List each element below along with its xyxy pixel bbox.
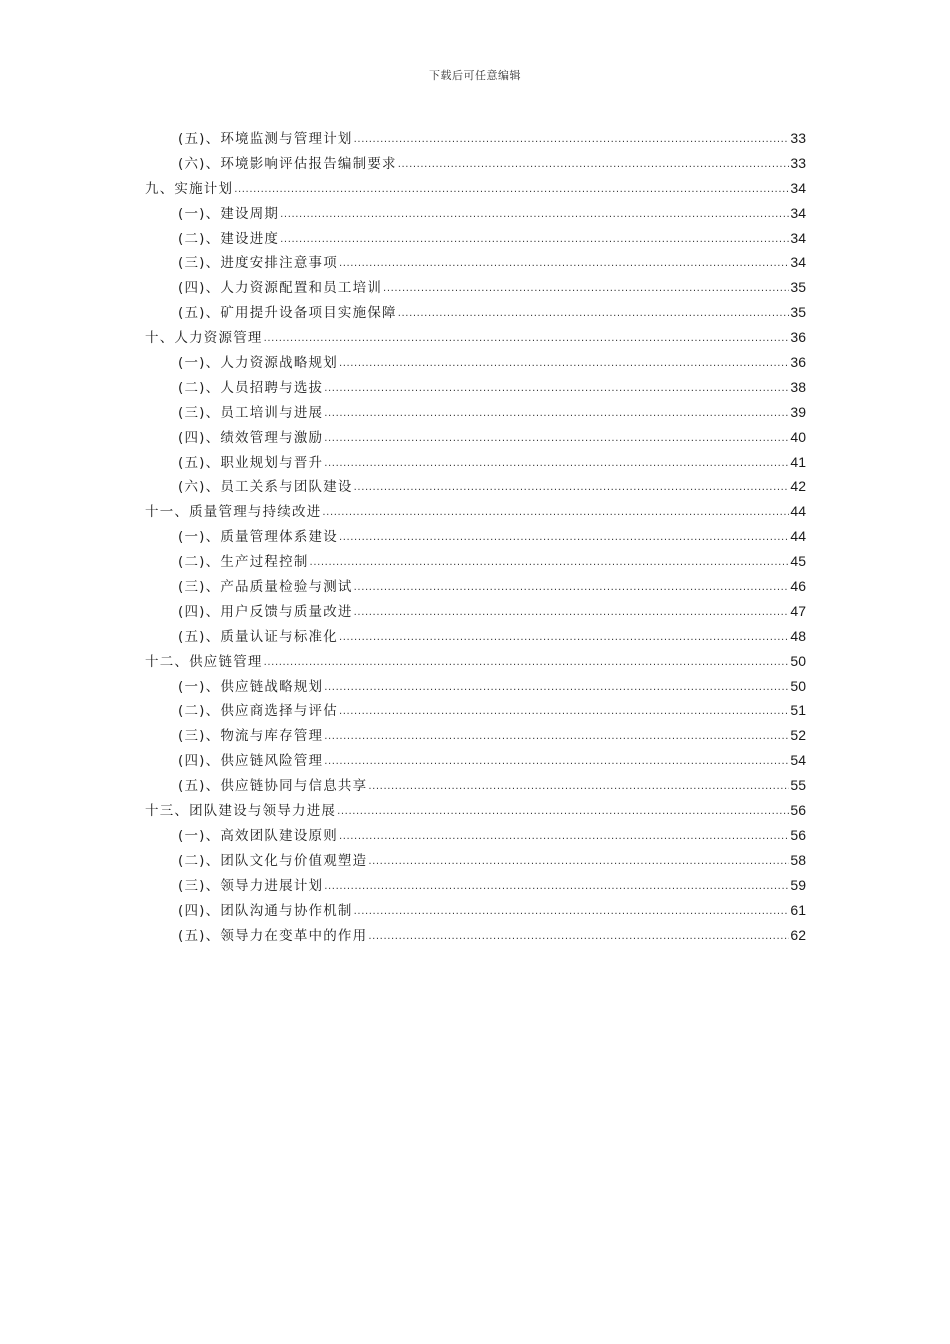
toc-entry-page-number: 48 <box>790 627 806 644</box>
toc-entry-page-number: 62 <box>790 926 806 943</box>
toc-section-entry[interactable] <box>0 151 950 176</box>
toc-section-entry[interactable] <box>0 400 950 425</box>
toc-entry-page-number: 44 <box>790 528 806 545</box>
toc-entry-page-number: 51 <box>790 702 806 719</box>
toc-entry-title: (三)、领导力进展计划 <box>178 877 324 894</box>
toc-dot-leader <box>368 925 789 950</box>
toc-entry-title: (五)、领导力在变革中的作用 <box>178 927 368 944</box>
toc-entry-page-number: 45 <box>790 553 806 570</box>
toc-dot-leader <box>354 601 790 626</box>
toc-entry-page-number: 35 <box>790 304 806 321</box>
toc-entry-page-number: 52 <box>790 727 806 744</box>
toc-section-entry[interactable] <box>0 126 950 151</box>
toc-dot-leader <box>324 676 789 701</box>
toc-section-entry[interactable] <box>0 823 950 848</box>
toc-entry-page-number: 44 <box>790 503 806 520</box>
toc-entry-page-number: 34 <box>790 204 806 221</box>
page-header: 下载后可任意编辑 <box>429 69 521 82</box>
toc-entry-title: (五)、职业规划与晋升 <box>178 454 324 471</box>
toc-entry-title: (三)、进度安排注意事项 <box>178 255 338 272</box>
toc-entry-page-number: 56 <box>790 802 806 819</box>
toc-section-entry[interactable] <box>0 748 950 773</box>
toc-entry-title: (一)、人力资源战略规划 <box>178 355 338 372</box>
toc-entry-page-number: 34 <box>790 179 806 196</box>
toc-entry-page-number: 33 <box>790 130 806 146</box>
toc-dot-leader <box>339 825 789 850</box>
toc-entry-title: (四)、供应链风险管理 <box>178 753 324 770</box>
toc-dot-leader <box>354 476 790 501</box>
toc-entry-title: 十二、供应链管理 <box>145 653 263 670</box>
toc-dot-leader <box>280 203 789 228</box>
toc-entry-page-number: 41 <box>790 453 806 470</box>
toc-dot-leader <box>339 700 789 725</box>
toc-dot-leader <box>234 178 789 203</box>
toc-section-entry[interactable] <box>0 350 950 375</box>
toc-dot-leader <box>324 452 789 477</box>
toc-dot-leader <box>368 775 789 800</box>
toc-section-entry[interactable] <box>0 524 950 549</box>
toc-entry-page-number: 36 <box>790 329 806 346</box>
toc-section-entry[interactable] <box>0 848 950 873</box>
toc-entry-page-number: 36 <box>790 354 806 371</box>
toc-entry-page-number: 39 <box>790 403 806 420</box>
toc-entry-page-number: 54 <box>790 752 806 769</box>
toc-entry-title: (一)、供应链战略规划 <box>178 678 324 695</box>
toc-dot-leader <box>264 327 790 352</box>
toc-dot-leader <box>354 576 790 601</box>
toc-entry-title: (四)、绩效管理与激励 <box>178 429 324 446</box>
toc-section-entry[interactable] <box>0 898 950 923</box>
toc-dot-leader <box>398 153 790 178</box>
toc-entry-title: (三)、员工培训与进展 <box>178 404 324 421</box>
toc-dot-leader <box>398 302 790 327</box>
toc-section-entry[interactable] <box>0 549 950 574</box>
toc-entry-title: (五)、质量认证与标准化 <box>178 628 338 645</box>
toc-dot-leader <box>322 501 789 526</box>
toc-entry-title: (二)、人员招聘与选拔 <box>178 379 324 396</box>
toc-dot-leader <box>339 526 789 551</box>
toc-entry-title: (五)、供应链协同与信息共享 <box>178 778 368 795</box>
toc-entry-title: (五)、矿用提升设备项目实施保障 <box>178 305 397 322</box>
toc-section-entry[interactable] <box>0 674 950 699</box>
toc-dot-leader <box>339 252 789 277</box>
toc-entry-page-number: 61 <box>790 901 806 918</box>
toc-entry-page-number: 42 <box>790 478 806 495</box>
toc-dot-leader <box>339 352 789 377</box>
toc-entry-title: 十一、质量管理与持续改进 <box>145 504 322 521</box>
toc-dot-leader <box>383 277 789 302</box>
toc-chapter-entry[interactable] <box>0 176 950 201</box>
toc-section-entry[interactable] <box>0 275 950 300</box>
toc-section-entry[interactable] <box>0 425 950 450</box>
toc-entry-page-number: 50 <box>790 677 806 694</box>
toc-entry-title: 九、实施计划 <box>145 180 234 197</box>
toc-dot-leader <box>324 427 789 452</box>
toc-dot-leader <box>324 750 789 775</box>
toc-section-entry[interactable] <box>0 450 950 475</box>
toc-dot-leader <box>324 725 789 750</box>
toc-section-entry[interactable] <box>0 250 950 275</box>
toc-entry-page-number: 38 <box>790 378 806 395</box>
toc-entry-page-number: 58 <box>790 851 806 868</box>
toc-entry-title: (一)、高效团队建设原则 <box>178 827 338 844</box>
toc-section-entry[interactable] <box>0 300 950 325</box>
toc-dot-leader <box>264 651 790 676</box>
toc-entry-title: (一)、质量管理体系建设 <box>178 529 338 546</box>
toc-entry-title: (二)、供应商选择与评估 <box>178 703 338 720</box>
toc-entry-page-number: 35 <box>790 279 806 296</box>
toc-entry-title: (四)、人力资源配置和员工培训 <box>178 280 383 297</box>
toc-section-entry[interactable] <box>0 375 950 400</box>
toc-dot-leader <box>337 800 789 825</box>
toc-section-entry[interactable] <box>0 201 950 226</box>
toc-entry-page-number: 46 <box>790 578 806 595</box>
toc-entry-title: (二)、团队文化与价值观塑造 <box>178 852 368 869</box>
toc-section-entry[interactable] <box>0 873 950 898</box>
toc-entry-title: (一)、建设周期 <box>178 205 280 222</box>
toc-dot-leader <box>339 626 789 651</box>
toc-section-entry[interactable] <box>0 574 950 599</box>
toc-entry-title: (三)、产品质量检验与测试 <box>178 579 353 596</box>
toc-entry-page-number: 50 <box>790 652 806 669</box>
toc-section-entry[interactable] <box>0 599 950 624</box>
toc-entry-page-number: 56 <box>790 826 806 843</box>
toc-entry-title: (四)、团队沟通与协作机制 <box>178 902 353 919</box>
toc-entry-title: 十三、团队建设与领导力进展 <box>145 803 337 820</box>
toc-entry-title: 十、人力资源管理 <box>145 330 263 347</box>
toc-entry-page-number: 34 <box>790 229 806 246</box>
toc-entry-page-number: 59 <box>790 876 806 893</box>
toc-section-entry[interactable] <box>0 624 950 649</box>
toc-chapter-entry[interactable] <box>0 499 950 524</box>
toc-dot-leader <box>280 228 789 253</box>
toc-entry-page-number: 55 <box>790 777 806 794</box>
toc-section-entry[interactable] <box>0 723 950 748</box>
toc-entry-title: (六)、员工关系与团队建设 <box>178 479 353 496</box>
toc-chapter-entry[interactable] <box>0 798 950 823</box>
toc-chapter-entry[interactable] <box>0 325 950 350</box>
toc-dot-leader <box>324 377 789 402</box>
toc-entry-title: (五)、环境监测与管理计划 <box>178 131 353 147</box>
toc-section-entry[interactable] <box>0 474 950 499</box>
toc-section-entry[interactable] <box>0 226 950 251</box>
toc-dot-leader <box>324 875 789 900</box>
toc-dot-leader <box>354 128 790 153</box>
toc-dot-leader <box>354 900 790 925</box>
toc-dot-leader <box>324 402 789 427</box>
toc-section-entry[interactable] <box>0 698 950 723</box>
table-of-contents <box>0 126 950 947</box>
toc-dot-leader <box>368 850 789 875</box>
toc-entry-page-number: 33 <box>790 154 806 171</box>
toc-entry-page-number: 47 <box>790 602 806 619</box>
toc-chapter-entry[interactable] <box>0 649 950 674</box>
toc-entry-title: (二)、建设进度 <box>178 230 280 247</box>
toc-dot-leader <box>310 551 790 576</box>
toc-entry-page-number: 40 <box>790 428 806 445</box>
toc-entry-title: (三)、物流与库存管理 <box>178 728 324 745</box>
toc-entry-title: (六)、环境影响评估报告编制要求 <box>178 155 397 172</box>
toc-entry-title: (四)、用户反馈与质量改进 <box>178 603 353 620</box>
toc-section-entry[interactable] <box>0 923 950 948</box>
toc-section-entry[interactable] <box>0 773 950 798</box>
toc-entry-title: (二)、生产过程控制 <box>178 554 309 571</box>
toc-entry-page-number: 34 <box>790 254 806 271</box>
